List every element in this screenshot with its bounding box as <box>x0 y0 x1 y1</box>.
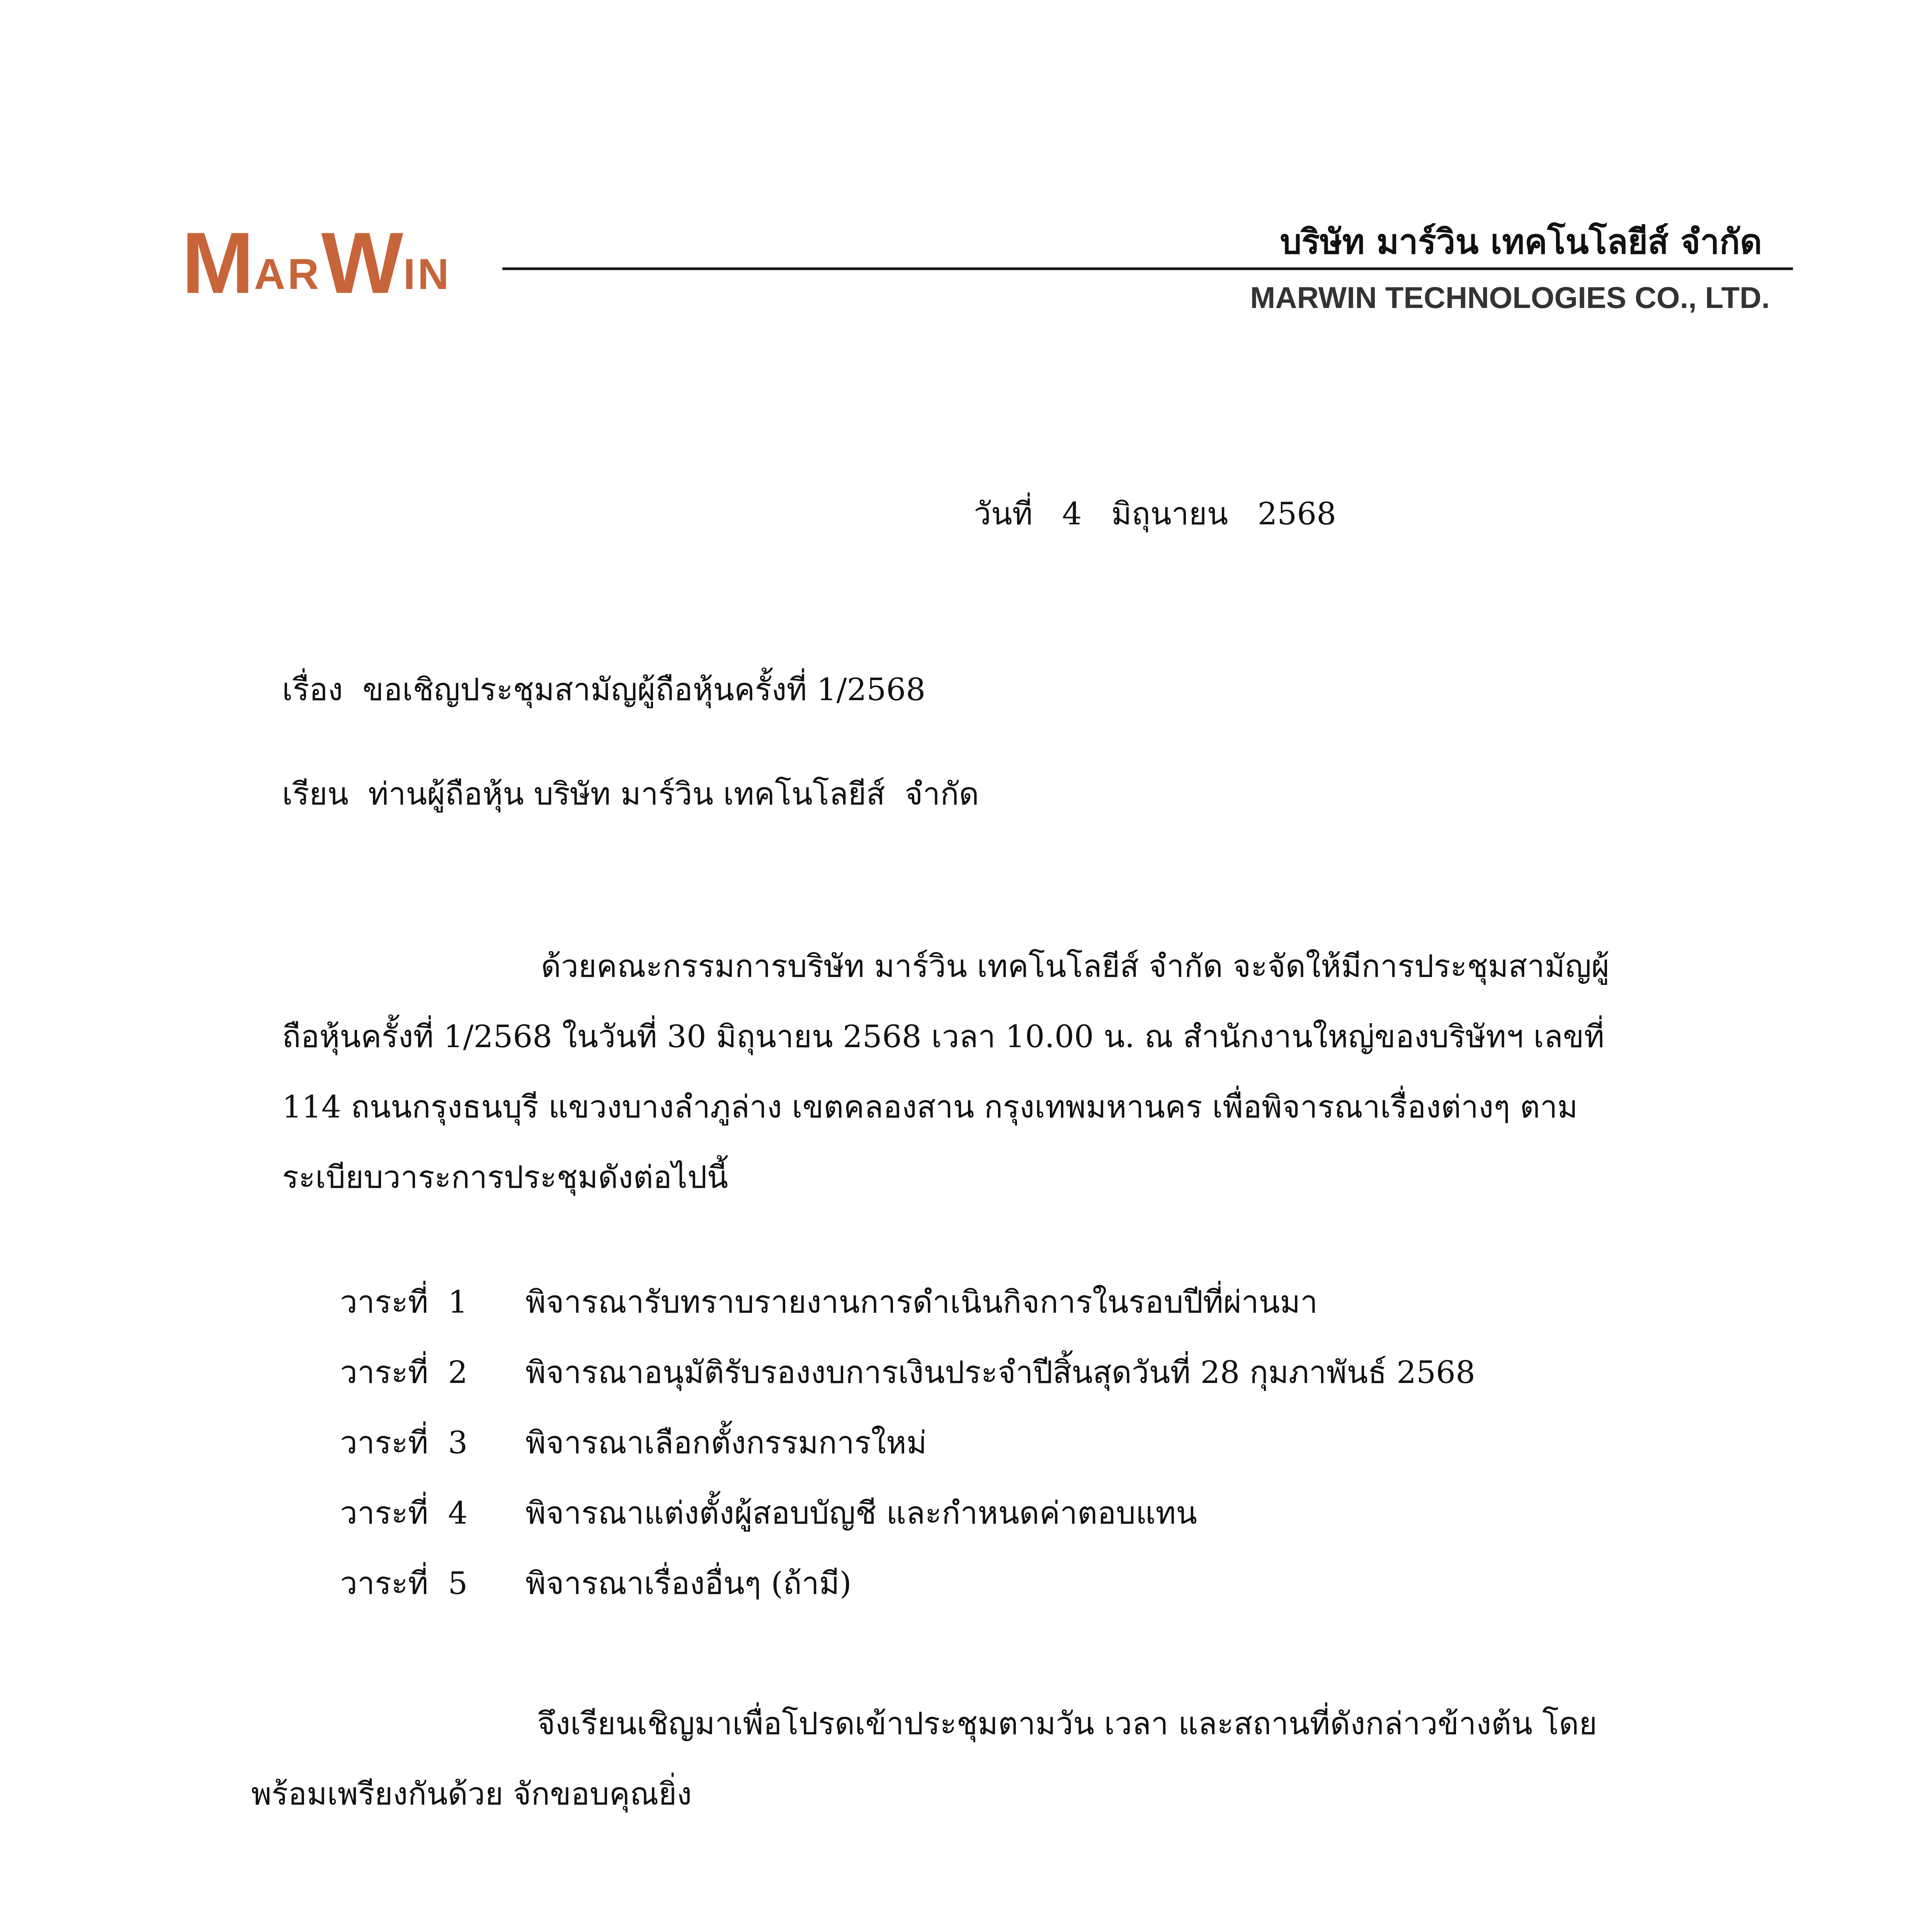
logo-letters-in: IN <box>403 250 451 298</box>
agenda-number: วาระที่ 3 <box>340 1425 468 1461</box>
agenda-text: พิจารณาเลือกตั้งกรรมการใหม่ <box>526 1425 927 1461</box>
agenda-text: พิจารณาแต่งตั้งผู้สอบบัญชี และกำหนดค่าตอบแทน <box>526 1495 1197 1531</box>
logo-letter-m: M <box>182 214 254 311</box>
agenda-item <box>340 1490 1654 1560</box>
agenda-number: วาระที่ 1 <box>340 1284 468 1320</box>
agenda-text: พิจารณาอนุมัติรับรองงบการเงินประจำปีสิ้นสุดวันที่ 28 กุมภาพันธ์ 2568 <box>526 1354 1475 1390</box>
letter-subject: เรื่อง ขอเชิญประชุมสามัญผู้ถือหุ้นครั้งที่ 1/2568 <box>282 672 926 707</box>
letter-recipient: เรียน ท่านผู้ถือหุ้น บริษัท มาร์วิน เทคโนโลยีส์ จำกัด <box>282 776 979 812</box>
agenda-number: วาระที่ 2 <box>340 1354 468 1390</box>
agenda-item <box>340 1349 1654 1420</box>
company-name-english: MARWIN TECHNOLOGIES CO., LTD. <box>1250 281 1770 315</box>
agenda-number: วาระที่ 4 <box>340 1495 468 1531</box>
company-logo <box>182 209 491 311</box>
agenda-item <box>340 1560 1654 1631</box>
agenda-number: วาระที่ 5 <box>340 1565 468 1601</box>
company-name-thai: บริษัท มาร์วิน เทคโนโลยีส์ จำกัด <box>1280 221 1762 262</box>
body-paragraph-intro: ด้วยคณะกรรมการบริษัท มาร์วิน เทคโนโลยีส์ จำกัด จะจัดให้มีการประชุมสามัญผู้ถือหุ้นครั้งที่ 1/2568 ในวันที่ 30 มิถุนายน 2568 เวลา 10.00 น. ณ สำนักงานใหญ่ของบริษัทฯ เลขที่ 114 ถนนกรุงธนบุรี แขวงบางลำภูล่าง เขตคลองสาน กรุงเทพมหานคร เพื่อพิจารณาเรื่องต่างๆ ตามระเบียบวาระการประชุมดังต่อไปนี้ <box>282 948 1609 1195</box>
agenda-text: พิจารณาเรื่องอื่นๆ (ถ้ามี) <box>526 1565 852 1601</box>
letter-date: วันที่ 4 มิถุนายน 2568 <box>974 496 1337 532</box>
agenda-list <box>340 1279 1654 1631</box>
header-rule <box>502 267 1793 270</box>
agenda-item <box>340 1420 1654 1490</box>
logo-letter-w: W <box>321 214 403 311</box>
body-paragraph-invitation: จึงเรียนเชิญมาเพื่อโปรดเข้าประชุมตามวัน เวลา และสถานที่ดังกล่าวข้างต้น โดยพร้อมเพรียงกันด้วย จักขอบคุณยิ่ง <box>251 1706 1597 1812</box>
logo-letters-ar: AR <box>254 250 321 298</box>
agenda-text: พิจารณารับทราบรายงานการดำเนินกิจการในรอบปีที่ผ่านมา <box>526 1284 1318 1320</box>
agenda-item <box>340 1279 1654 1349</box>
